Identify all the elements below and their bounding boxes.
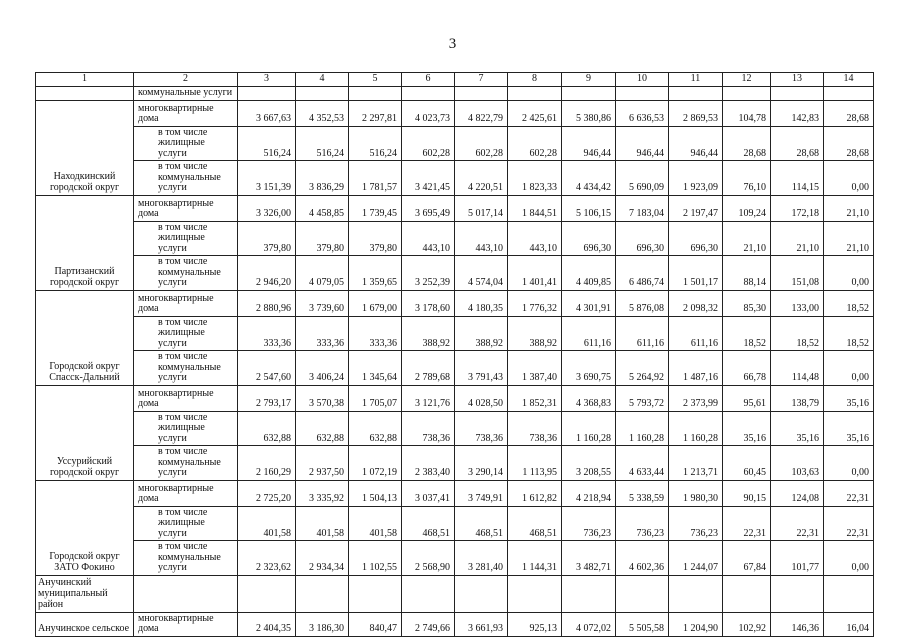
value-cell: 0,00 — [824, 351, 874, 386]
value-cell: 1 401,41 — [508, 256, 562, 291]
value-cell: 2 793,17 — [238, 385, 296, 411]
empty-cell — [824, 575, 874, 612]
value-cell: 2 547,60 — [238, 351, 296, 386]
value-cell: 0,00 — [824, 161, 874, 196]
value-cell: 1 213,71 — [669, 446, 723, 481]
value-cell: 2 160,29 — [238, 446, 296, 481]
service-type-cell: в том числе жилищные услуги — [134, 411, 238, 446]
settlement-name-cell: Анучинское сельское — [36, 612, 134, 636]
value-cell: 104,78 — [723, 100, 771, 126]
value-cell: 5 017,14 — [455, 195, 508, 221]
value-cell: 840,47 — [349, 612, 402, 636]
value-cell: 611,16 — [669, 316, 723, 351]
value-cell: 696,30 — [616, 221, 669, 256]
value-cell: 946,44 — [616, 126, 669, 161]
value-cell: 738,36 — [402, 411, 455, 446]
value-cell: 611,16 — [616, 316, 669, 351]
value-cell: 5 505,58 — [616, 612, 669, 636]
value-cell: 2 297,81 — [349, 100, 402, 126]
district-row — [36, 575, 874, 612]
value-cell: 1 102,55 — [349, 541, 402, 576]
region-name-cell: Партизанский городской округ — [36, 195, 134, 290]
value-cell: 443,10 — [508, 221, 562, 256]
value-cell: 696,30 — [669, 221, 723, 256]
value-cell: 2 880,96 — [238, 290, 296, 316]
value-cell: 379,80 — [238, 221, 296, 256]
service-type-cell: многоквартирные дома — [134, 385, 238, 411]
value-cell: 3 326,00 — [238, 195, 296, 221]
table-row — [36, 612, 874, 636]
header-row — [36, 73, 874, 87]
value-cell: 28,68 — [723, 126, 771, 161]
value-cell: 3 749,91 — [455, 480, 508, 506]
value-cell: 103,63 — [771, 446, 824, 481]
service-type-cell: многоквартирные дома — [134, 100, 238, 126]
value-cell: 3 836,29 — [296, 161, 349, 196]
value-cell: 1 072,19 — [349, 446, 402, 481]
column-header: 13 — [771, 73, 824, 87]
value-cell: 3 281,40 — [455, 541, 508, 576]
value-cell: 3 252,39 — [402, 256, 455, 291]
service-type-cell: в том числе жилищные услуги — [134, 126, 238, 161]
value-cell: 3 791,43 — [455, 351, 508, 386]
column-header: 6 — [402, 73, 455, 87]
region-name-cell: Городской округ ЗАТО Фокино — [36, 480, 134, 575]
column-header: 8 — [508, 73, 562, 87]
value-cell: 124,08 — [771, 480, 824, 506]
value-cell: 3 178,60 — [402, 290, 455, 316]
table-row — [36, 385, 874, 411]
value-cell: 4 218,94 — [562, 480, 616, 506]
column-header: 9 — [562, 73, 616, 87]
column-header: 10 — [616, 73, 669, 87]
column-header: 12 — [723, 73, 771, 87]
table-row — [36, 195, 874, 221]
table-row — [36, 256, 874, 291]
value-cell: 333,36 — [349, 316, 402, 351]
value-cell: 379,80 — [349, 221, 402, 256]
region-cell-empty — [36, 87, 134, 101]
service-type-cell: многоквартирные дома — [134, 480, 238, 506]
region-name-cell: Находкинский городской округ — [36, 100, 134, 195]
value-cell: 66,78 — [723, 351, 771, 386]
table-row — [36, 126, 874, 161]
value-cell: 21,10 — [824, 195, 874, 221]
value-cell: 3 739,60 — [296, 290, 349, 316]
service-type-cell: в том числе коммунальные услуги — [134, 541, 238, 576]
value-cell: 1 244,07 — [669, 541, 723, 576]
empty-cell — [723, 575, 771, 612]
value-cell: 4 072,02 — [562, 612, 616, 636]
value-cell: 67,84 — [723, 541, 771, 576]
value-cell: 738,36 — [455, 411, 508, 446]
value-cell: 22,31 — [824, 506, 874, 541]
value-cell: 18,52 — [824, 290, 874, 316]
value-cell: 4 301,91 — [562, 290, 616, 316]
value-cell: 736,23 — [669, 506, 723, 541]
table-row — [36, 351, 874, 386]
value-cell: 3 570,38 — [296, 385, 349, 411]
continuation-row — [36, 87, 874, 101]
value-cell: 4 458,85 — [296, 195, 349, 221]
value-cell: 76,10 — [723, 161, 771, 196]
value-cell: 22,31 — [824, 480, 874, 506]
value-cell: 401,58 — [296, 506, 349, 541]
value-cell: 109,24 — [723, 195, 771, 221]
value-cell: 101,77 — [771, 541, 824, 576]
table-row — [36, 161, 874, 196]
value-cell: 736,23 — [616, 506, 669, 541]
column-header: 11 — [669, 73, 723, 87]
value-cell: 736,23 — [562, 506, 616, 541]
value-cell: 1 612,82 — [508, 480, 562, 506]
value-cell: 1 844,51 — [508, 195, 562, 221]
tariff-table — [35, 72, 874, 637]
column-header: 3 — [238, 73, 296, 87]
value-cell: 696,30 — [562, 221, 616, 256]
service-type-cell: в том числе коммунальные услуги — [134, 161, 238, 196]
table-row — [36, 290, 874, 316]
value-cell: 2 197,47 — [669, 195, 723, 221]
value-cell: 35,16 — [824, 385, 874, 411]
value-cell: 443,10 — [455, 221, 508, 256]
value-cell: 401,58 — [238, 506, 296, 541]
value-cell: 2 869,53 — [669, 100, 723, 126]
value-cell: 3 335,92 — [296, 480, 349, 506]
value-cell: 0,00 — [824, 256, 874, 291]
value-cell: 4 079,05 — [296, 256, 349, 291]
value-cell: 1 345,64 — [349, 351, 402, 386]
value-cell: 611,16 — [562, 316, 616, 351]
value-cell: 2 373,99 — [669, 385, 723, 411]
service-type-cell: в том числе коммунальные услуги — [134, 256, 238, 291]
value-cell: 18,52 — [824, 316, 874, 351]
service-type-cell: многоквартирные дома — [134, 612, 238, 636]
page-number: 3 — [448, 36, 457, 52]
value-cell: 1 739,45 — [349, 195, 402, 221]
value-cell: 21,10 — [824, 221, 874, 256]
value-cell: 1 359,65 — [349, 256, 402, 291]
value-cell: 0,00 — [824, 446, 874, 481]
service-type-cell: в том числе жилищные услуги — [134, 316, 238, 351]
value-cell: 2 098,32 — [669, 290, 723, 316]
value-cell: 2 725,20 — [238, 480, 296, 506]
value-cell: 3 208,55 — [562, 446, 616, 481]
value-cell: 388,92 — [455, 316, 508, 351]
value-cell: 3 421,45 — [402, 161, 455, 196]
table-row — [36, 100, 874, 126]
value-cell: 5 380,86 — [562, 100, 616, 126]
empty-cell — [455, 575, 508, 612]
value-cell: 133,00 — [771, 290, 824, 316]
value-cell: 3 667,63 — [238, 100, 296, 126]
value-cell: 4 368,83 — [562, 385, 616, 411]
value-cell: 1 852,31 — [508, 385, 562, 411]
value-cell: 3 695,49 — [402, 195, 455, 221]
value-cell: 60,45 — [723, 446, 771, 481]
value-cell: 3 290,14 — [455, 446, 508, 481]
value-cell: 632,88 — [296, 411, 349, 446]
value-cell: 28,68 — [824, 126, 874, 161]
value-cell: 602,28 — [455, 126, 508, 161]
value-cell: 4 180,35 — [455, 290, 508, 316]
value-cell: 1 113,95 — [508, 446, 562, 481]
value-cell: 388,92 — [402, 316, 455, 351]
value-cell: 2 404,35 — [238, 612, 296, 636]
value-cell: 1 923,09 — [669, 161, 723, 196]
value-cell: 1 776,32 — [508, 290, 562, 316]
service-type-cell: многоквартирные дома — [134, 195, 238, 221]
value-cell: 1 679,00 — [349, 290, 402, 316]
value-cell: 2 425,61 — [508, 100, 562, 126]
value-cell: 142,83 — [771, 100, 824, 126]
value-cell: 4 633,44 — [616, 446, 669, 481]
value-cell: 85,30 — [723, 290, 771, 316]
value-cell: 602,28 — [508, 126, 562, 161]
value-cell: 5 690,09 — [616, 161, 669, 196]
value-cell: 602,28 — [402, 126, 455, 161]
value-cell: 379,80 — [296, 221, 349, 256]
column-header: 4 — [296, 73, 349, 87]
empty-cell — [562, 575, 616, 612]
value-cell: 18,52 — [723, 316, 771, 351]
value-cell: 468,51 — [508, 506, 562, 541]
value-cell: 632,88 — [349, 411, 402, 446]
value-cell: 172,18 — [771, 195, 824, 221]
empty-cell — [669, 575, 723, 612]
value-cell: 1 504,13 — [349, 480, 402, 506]
value-cell: 1 160,28 — [562, 411, 616, 446]
value-cell: 28,68 — [771, 126, 824, 161]
value-cell: 3 406,24 — [296, 351, 349, 386]
value-cell: 2 383,40 — [402, 446, 455, 481]
value-cell: 6 636,53 — [616, 100, 669, 126]
value-cell: 114,48 — [771, 351, 824, 386]
value-cell: 88,14 — [723, 256, 771, 291]
table-row — [36, 221, 874, 256]
column-header: 5 — [349, 73, 402, 87]
value-cell: 21,10 — [771, 221, 824, 256]
value-cell: 5 338,59 — [616, 480, 669, 506]
value-cell: 35,16 — [723, 411, 771, 446]
value-cell: 925,13 — [508, 612, 562, 636]
value-cell: 2 946,20 — [238, 256, 296, 291]
table-row — [36, 480, 874, 506]
value-cell: 22,31 — [771, 506, 824, 541]
value-cell: 516,24 — [238, 126, 296, 161]
value-cell: 3 661,93 — [455, 612, 508, 636]
empty-cell — [402, 575, 455, 612]
service-type-cell: в том числе жилищные услуги — [134, 506, 238, 541]
value-cell: 28,68 — [824, 100, 874, 126]
value-cell: 2 568,90 — [402, 541, 455, 576]
value-cell: 468,51 — [455, 506, 508, 541]
value-cell: 1 781,57 — [349, 161, 402, 196]
value-cell: 2 789,68 — [402, 351, 455, 386]
service-type-cell: коммунальные услуги — [134, 87, 238, 101]
value-cell: 2 934,34 — [296, 541, 349, 576]
value-cell: 0,00 — [824, 541, 874, 576]
value-cell: 22,31 — [723, 506, 771, 541]
value-cell: 3 151,39 — [238, 161, 296, 196]
value-cell: 401,58 — [349, 506, 402, 541]
value-cell: 4 409,85 — [562, 256, 616, 291]
value-cell: 516,24 — [296, 126, 349, 161]
table-row — [36, 506, 874, 541]
value-cell: 1 144,31 — [508, 541, 562, 576]
value-cell: 468,51 — [402, 506, 455, 541]
value-cell: 516,24 — [349, 126, 402, 161]
service-type-cell: в том числе жилищные услуги — [134, 221, 238, 256]
value-cell: 4 574,04 — [455, 256, 508, 291]
value-cell: 2 749,66 — [402, 612, 455, 636]
value-cell: 5 106,15 — [562, 195, 616, 221]
value-cell: 16,04 — [824, 612, 874, 636]
column-header: 1 — [36, 73, 134, 87]
value-cell: 4 028,50 — [455, 385, 508, 411]
value-cell: 388,92 — [508, 316, 562, 351]
value-cell: 35,16 — [771, 411, 824, 446]
value-cell: 1 160,28 — [616, 411, 669, 446]
table-row — [36, 316, 874, 351]
value-cell: 738,36 — [508, 411, 562, 446]
value-cell: 102,92 — [723, 612, 771, 636]
table-row — [36, 446, 874, 481]
value-cell: 3 037,41 — [402, 480, 455, 506]
value-cell: 1 980,30 — [669, 480, 723, 506]
table-row — [36, 541, 874, 576]
value-cell: 632,88 — [238, 411, 296, 446]
value-cell: 4 434,42 — [562, 161, 616, 196]
value-cell: 18,52 — [771, 316, 824, 351]
value-cell: 946,44 — [669, 126, 723, 161]
value-cell: 1 487,16 — [669, 351, 723, 386]
value-cell: 1 204,90 — [669, 612, 723, 636]
column-header: 14 — [824, 73, 874, 87]
value-cell: 5 264,92 — [616, 351, 669, 386]
value-cell: 3 482,71 — [562, 541, 616, 576]
value-cell: 4 220,51 — [455, 161, 508, 196]
value-cell: 1 705,07 — [349, 385, 402, 411]
value-cell: 7 183,04 — [616, 195, 669, 221]
value-cell: 946,44 — [562, 126, 616, 161]
value-cell: 5 876,08 — [616, 290, 669, 316]
table-row — [36, 411, 874, 446]
value-cell: 151,08 — [771, 256, 824, 291]
value-cell: 146,36 — [771, 612, 824, 636]
empty-cell — [349, 575, 402, 612]
empty-cell — [616, 575, 669, 612]
value-cell: 95,61 — [723, 385, 771, 411]
value-cell: 1 823,33 — [508, 161, 562, 196]
value-cell: 1 501,17 — [669, 256, 723, 291]
column-header: 7 — [455, 73, 508, 87]
value-cell: 1 387,40 — [508, 351, 562, 386]
value-cell: 3 690,75 — [562, 351, 616, 386]
value-cell: 4 023,73 — [402, 100, 455, 126]
column-header: 2 — [134, 73, 238, 87]
value-cell: 333,36 — [296, 316, 349, 351]
value-cell: 333,36 — [238, 316, 296, 351]
empty-cell — [134, 575, 238, 612]
value-cell: 4 352,53 — [296, 100, 349, 126]
value-cell: 35,16 — [824, 411, 874, 446]
value-cell: 4 602,36 — [616, 541, 669, 576]
empty-cell — [238, 575, 296, 612]
region-name-cell: Уссурийский городской округ — [36, 385, 134, 480]
value-cell: 21,10 — [723, 221, 771, 256]
district-name-cell: Анучинский муниципальный район — [36, 575, 134, 612]
empty-cell — [508, 575, 562, 612]
service-type-cell: многоквартирные дома — [134, 290, 238, 316]
value-cell: 2 937,50 — [296, 446, 349, 481]
value-cell: 114,15 — [771, 161, 824, 196]
value-cell: 3 121,76 — [402, 385, 455, 411]
value-cell: 5 793,72 — [616, 385, 669, 411]
empty-cell — [771, 575, 824, 612]
value-cell: 3 186,30 — [296, 612, 349, 636]
value-cell: 2 323,62 — [238, 541, 296, 576]
value-cell: 443,10 — [402, 221, 455, 256]
value-cell: 138,79 — [771, 385, 824, 411]
value-cell: 1 160,28 — [669, 411, 723, 446]
value-cell: 90,15 — [723, 480, 771, 506]
service-type-cell: в том числе коммунальные услуги — [134, 351, 238, 386]
value-cell: 4 822,79 — [455, 100, 508, 126]
empty-cell — [296, 575, 349, 612]
service-type-cell: в том числе коммунальные услуги — [134, 446, 238, 481]
region-name-cell: Городской округ Спасск-Дальний — [36, 290, 134, 385]
value-cell: 6 486,74 — [616, 256, 669, 291]
